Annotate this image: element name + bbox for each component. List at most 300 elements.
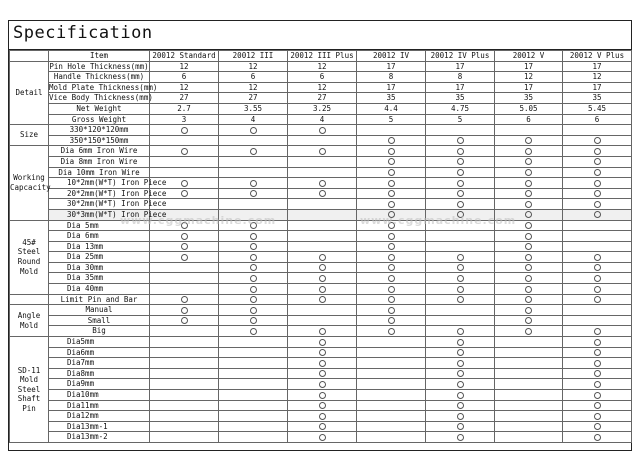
- value-cell: [219, 390, 288, 401]
- circle-mark-icon: [181, 307, 188, 314]
- value-cell: 27: [288, 93, 357, 104]
- circle-mark-icon: [525, 201, 532, 208]
- circle-mark-icon: [525, 233, 532, 240]
- availability-cell: [357, 231, 426, 242]
- circle-mark-icon: [457, 423, 464, 430]
- circle-mark-icon: [319, 275, 326, 282]
- table-row: [10, 178, 632, 189]
- availability-cell: [495, 156, 563, 167]
- circle-mark-icon: [319, 381, 326, 388]
- circle-mark-icon: [457, 392, 464, 399]
- value-cell: [150, 156, 219, 167]
- circle-mark-icon: [319, 148, 326, 155]
- availability-cell: [357, 326, 426, 337]
- availability-cell: [563, 178, 632, 189]
- value-cell: [150, 326, 219, 337]
- value-cell: 12: [288, 61, 357, 72]
- spec-table: [9, 50, 632, 443]
- availability-cell: [426, 421, 495, 432]
- category-label: 45# Steel Round Mold: [10, 220, 49, 294]
- value-cell: [495, 379, 563, 390]
- table-row: [10, 390, 632, 401]
- value-cell: [150, 347, 219, 358]
- circle-mark-icon: [525, 286, 532, 293]
- availability-cell: [495, 294, 563, 305]
- availability-cell: [563, 337, 632, 348]
- category-label: SD-11 Mold Steel Shaft Pin: [10, 337, 49, 443]
- circle-mark-icon: [388, 328, 395, 335]
- availability-cell: [426, 146, 495, 157]
- availability-cell: [357, 252, 426, 263]
- item-label: Dia13mm-1: [49, 421, 150, 432]
- circle-mark-icon: [319, 349, 326, 356]
- table-row: [10, 337, 632, 348]
- value-cell: 27: [219, 93, 288, 104]
- table-row: [10, 146, 632, 157]
- circle-mark-icon: [457, 360, 464, 367]
- value-cell: 3.55: [219, 103, 288, 114]
- availability-cell: [219, 273, 288, 284]
- value-cell: [150, 421, 219, 432]
- item-label: Dia 5mm: [49, 220, 150, 231]
- availability-cell: [219, 231, 288, 242]
- value-cell: [219, 400, 288, 411]
- circle-mark-icon: [250, 275, 257, 282]
- availability-cell: [288, 368, 357, 379]
- value-cell: [495, 358, 563, 369]
- value-cell: [495, 390, 563, 401]
- circle-mark-icon: [250, 264, 257, 271]
- value-cell: [288, 315, 357, 326]
- column-header-item: Item: [49, 51, 150, 62]
- value-cell: 27: [150, 93, 219, 104]
- item-label: Dia 6mm: [49, 231, 150, 242]
- value-cell: [288, 220, 357, 231]
- table-row: [10, 315, 632, 326]
- availability-cell: [426, 262, 495, 273]
- availability-cell: [563, 421, 632, 432]
- availability-cell: [426, 294, 495, 305]
- availability-cell: [495, 252, 563, 263]
- table-row: [10, 273, 632, 284]
- availability-cell: [495, 135, 563, 146]
- availability-cell: [357, 315, 426, 326]
- availability-cell: [219, 284, 288, 295]
- circle-mark-icon: [457, 328, 464, 335]
- availability-cell: [563, 209, 632, 220]
- value-cell: [288, 135, 357, 146]
- circle-mark-icon: [594, 169, 601, 176]
- value-cell: [495, 368, 563, 379]
- availability-cell: [357, 167, 426, 178]
- item-label: 20*2mm(W*T) Iron Piece: [49, 188, 150, 199]
- value-cell: [150, 368, 219, 379]
- item-label: Dia 30mm: [49, 262, 150, 273]
- circle-mark-icon: [457, 413, 464, 420]
- availability-cell: [288, 432, 357, 443]
- availability-cell: [426, 358, 495, 369]
- availability-cell: [426, 390, 495, 401]
- availability-cell: [288, 421, 357, 432]
- circle-mark-icon: [525, 275, 532, 282]
- circle-mark-icon: [525, 307, 532, 314]
- value-cell: [563, 315, 632, 326]
- circle-mark-icon: [525, 222, 532, 229]
- circle-mark-icon: [457, 381, 464, 388]
- value-cell: 12: [288, 82, 357, 93]
- value-cell: [288, 156, 357, 167]
- value-cell: [219, 421, 288, 432]
- availability-cell: [426, 273, 495, 284]
- item-label: Dia 10mm Iron Wire: [49, 167, 150, 178]
- value-cell: 17: [563, 61, 632, 72]
- circle-mark-icon: [594, 402, 601, 409]
- circle-mark-icon: [181, 148, 188, 155]
- circle-mark-icon: [594, 392, 601, 399]
- circle-mark-icon: [594, 413, 601, 420]
- item-label: Dia5mm: [49, 337, 150, 348]
- page-title: Specification: [13, 23, 153, 43]
- table-row: [10, 199, 632, 210]
- availability-cell: [563, 167, 632, 178]
- table-row: [10, 135, 632, 146]
- availability-cell: [495, 326, 563, 337]
- availability-cell: [357, 199, 426, 210]
- circle-mark-icon: [457, 370, 464, 377]
- value-cell: 3: [150, 114, 219, 125]
- item-label: Dia 40mm: [49, 284, 150, 295]
- circle-mark-icon: [594, 434, 601, 441]
- circle-mark-icon: [181, 233, 188, 240]
- item-label: Dia13mm-2: [49, 432, 150, 443]
- value-cell: 5: [426, 114, 495, 125]
- availability-cell: [357, 305, 426, 316]
- circle-mark-icon: [388, 148, 395, 155]
- circle-mark-icon: [181, 190, 188, 197]
- availability-cell: [150, 294, 219, 305]
- circle-mark-icon: [525, 243, 532, 250]
- column-header-model: 20012 IV: [357, 51, 426, 62]
- item-label: Dia 8mm Iron Wire: [49, 156, 150, 167]
- availability-cell: [357, 284, 426, 295]
- availability-cell: [426, 188, 495, 199]
- availability-cell: [357, 273, 426, 284]
- circle-mark-icon: [457, 296, 464, 303]
- value-cell: 12: [150, 61, 219, 72]
- spec-table-body: [10, 51, 632, 443]
- circle-mark-icon: [594, 137, 601, 144]
- value-cell: [357, 358, 426, 369]
- circle-mark-icon: [525, 137, 532, 144]
- item-label: Dia 13mm: [49, 241, 150, 252]
- availability-cell: [426, 347, 495, 358]
- availability-cell: [426, 199, 495, 210]
- value-cell: 5: [357, 114, 426, 125]
- circle-mark-icon: [594, 370, 601, 377]
- table-row: [10, 167, 632, 178]
- value-cell: [495, 400, 563, 411]
- circle-mark-icon: [319, 402, 326, 409]
- availability-cell: [150, 125, 219, 136]
- circle-mark-icon: [181, 180, 188, 187]
- spec-frame: [8, 20, 632, 451]
- value-cell: 12: [219, 82, 288, 93]
- item-label: Dia 25mm: [49, 252, 150, 263]
- circle-mark-icon: [319, 328, 326, 335]
- availability-cell: [563, 432, 632, 443]
- value-cell: 17: [357, 61, 426, 72]
- circle-mark-icon: [594, 190, 601, 197]
- circle-mark-icon: [388, 307, 395, 314]
- table-row: [10, 347, 632, 358]
- table-row: [10, 358, 632, 369]
- table-row: [10, 368, 632, 379]
- item-label: Dia 35mm: [49, 273, 150, 284]
- circle-mark-icon: [525, 264, 532, 271]
- value-cell: 12: [563, 72, 632, 83]
- value-cell: [426, 305, 495, 316]
- circle-mark-icon: [319, 190, 326, 197]
- circle-mark-icon: [388, 137, 395, 144]
- value-cell: [219, 358, 288, 369]
- circle-mark-icon: [319, 127, 326, 134]
- availability-cell: [495, 146, 563, 157]
- availability-cell: [219, 305, 288, 316]
- availability-cell: [288, 125, 357, 136]
- table-row: [10, 188, 632, 199]
- availability-cell: [563, 294, 632, 305]
- table-row: [10, 156, 632, 167]
- value-cell: [495, 432, 563, 443]
- value-cell: 4.4: [357, 103, 426, 114]
- circle-mark-icon: [250, 243, 257, 250]
- circle-mark-icon: [457, 158, 464, 165]
- circle-mark-icon: [388, 317, 395, 324]
- circle-mark-icon: [181, 127, 188, 134]
- value-cell: [288, 209, 357, 220]
- circle-mark-icon: [181, 317, 188, 324]
- availability-cell: [288, 178, 357, 189]
- table-row: [10, 125, 632, 136]
- availability-cell: [495, 305, 563, 316]
- table-row: [10, 114, 632, 125]
- value-cell: 6: [219, 72, 288, 83]
- table-row: [10, 421, 632, 432]
- availability-cell: [426, 135, 495, 146]
- value-cell: [219, 379, 288, 390]
- availability-cell: [288, 273, 357, 284]
- availability-cell: [357, 178, 426, 189]
- value-cell: 35: [426, 93, 495, 104]
- availability-cell: [219, 178, 288, 189]
- circle-mark-icon: [388, 180, 395, 187]
- value-cell: [288, 241, 357, 252]
- availability-cell: [426, 411, 495, 422]
- circle-mark-icon: [388, 254, 395, 261]
- value-cell: 8: [357, 72, 426, 83]
- circle-mark-icon: [457, 264, 464, 271]
- item-label: 30*3mm(W*T) Iron Piece: [49, 209, 150, 220]
- item-label: Handle Thickness(mm): [49, 72, 150, 83]
- availability-cell: [563, 390, 632, 401]
- circle-mark-icon: [594, 201, 601, 208]
- value-cell: [563, 125, 632, 136]
- availability-cell: [219, 146, 288, 157]
- circle-mark-icon: [594, 328, 601, 335]
- availability-cell: [563, 358, 632, 369]
- circle-mark-icon: [594, 286, 601, 293]
- circle-mark-icon: [525, 148, 532, 155]
- value-cell: 17: [495, 82, 563, 93]
- column-header-model: 20012 IV Plus: [426, 51, 495, 62]
- circle-mark-icon: [525, 296, 532, 303]
- circle-mark-icon: [594, 180, 601, 187]
- value-cell: [150, 358, 219, 369]
- table-row: [10, 262, 632, 273]
- value-cell: [426, 125, 495, 136]
- item-label: Limit Pin and Bar: [49, 294, 150, 305]
- value-cell: 17: [426, 61, 495, 72]
- value-cell: 2.7: [150, 103, 219, 114]
- availability-cell: [426, 326, 495, 337]
- value-cell: [495, 347, 563, 358]
- value-cell: 4.75: [426, 103, 495, 114]
- category-label: [10, 294, 49, 305]
- value-cell: [150, 379, 219, 390]
- availability-cell: [563, 252, 632, 263]
- availability-cell: [426, 400, 495, 411]
- table-row: [10, 82, 632, 93]
- availability-cell: [150, 305, 219, 316]
- availability-cell: [563, 284, 632, 295]
- availability-cell: [288, 400, 357, 411]
- table-row: [10, 400, 632, 411]
- value-cell: [563, 231, 632, 242]
- availability-cell: [563, 368, 632, 379]
- circle-mark-icon: [319, 286, 326, 293]
- table-row: [10, 252, 632, 263]
- item-label: Dia11mm: [49, 400, 150, 411]
- item-label: Vice Body Thickness(mm): [49, 93, 153, 103]
- availability-cell: [426, 167, 495, 178]
- availability-cell: [563, 135, 632, 146]
- circle-mark-icon: [319, 413, 326, 420]
- circle-mark-icon: [457, 148, 464, 155]
- availability-cell: [495, 167, 563, 178]
- circle-mark-icon: [250, 180, 257, 187]
- value-cell: [150, 273, 219, 284]
- value-cell: [219, 411, 288, 422]
- watermark-right: www.cggmachine.com: [360, 214, 517, 227]
- table-row: [10, 72, 632, 83]
- availability-cell: [563, 262, 632, 273]
- value-cell: [219, 135, 288, 146]
- table-row: [10, 209, 632, 220]
- circle-mark-icon: [388, 275, 395, 282]
- value-cell: [426, 231, 495, 242]
- availability-cell: [219, 294, 288, 305]
- value-cell: 35: [495, 93, 563, 104]
- value-cell: [219, 167, 288, 178]
- value-cell: 35: [563, 93, 632, 104]
- value-cell: [150, 284, 219, 295]
- circle-mark-icon: [319, 254, 326, 261]
- availability-cell: [288, 284, 357, 295]
- availability-cell: [563, 156, 632, 167]
- circle-mark-icon: [181, 243, 188, 250]
- value-cell: [357, 125, 426, 136]
- item-label: Dia9mm: [49, 379, 150, 390]
- value-cell: [357, 347, 426, 358]
- value-cell: [357, 390, 426, 401]
- circle-mark-icon: [388, 296, 395, 303]
- availability-cell: [150, 146, 219, 157]
- value-cell: [150, 262, 219, 273]
- item-label: Dia 6mm Iron Wire: [49, 146, 150, 157]
- circle-mark-icon: [319, 434, 326, 441]
- table-row: [10, 379, 632, 390]
- item-label: Dia6mm: [49, 347, 150, 358]
- availability-cell: [150, 241, 219, 252]
- circle-mark-icon: [594, 211, 601, 218]
- availability-cell: [357, 262, 426, 273]
- circle-mark-icon: [319, 370, 326, 377]
- circle-mark-icon: [525, 180, 532, 187]
- circle-mark-icon: [250, 307, 257, 314]
- value-cell: 12: [150, 82, 219, 93]
- availability-cell: [288, 146, 357, 157]
- value-cell: [495, 337, 563, 348]
- watermark-left: www.cggmachine.com: [120, 214, 277, 227]
- availability-cell: [150, 315, 219, 326]
- value-cell: [426, 241, 495, 252]
- circle-mark-icon: [250, 254, 257, 261]
- circle-mark-icon: [457, 254, 464, 261]
- value-cell: 5.45: [563, 103, 632, 114]
- availability-cell: [426, 432, 495, 443]
- circle-mark-icon: [457, 137, 464, 144]
- availability-cell: [288, 390, 357, 401]
- value-cell: [495, 125, 563, 136]
- value-cell: [150, 432, 219, 443]
- table-row: [10, 93, 632, 104]
- value-cell: [288, 305, 357, 316]
- value-cell: 4: [219, 114, 288, 125]
- circle-mark-icon: [594, 158, 601, 165]
- item-label: Pin Hole Thickness(mm): [49, 61, 149, 71]
- table-row: [10, 432, 632, 443]
- availability-cell: [563, 146, 632, 157]
- circle-mark-icon: [525, 169, 532, 176]
- item-label: Big: [49, 326, 150, 337]
- circle-mark-icon: [319, 180, 326, 187]
- availability-cell: [563, 379, 632, 390]
- availability-cell: [219, 188, 288, 199]
- availability-cell: [426, 156, 495, 167]
- circle-mark-icon: [457, 286, 464, 293]
- value-cell: 5.05: [495, 103, 563, 114]
- availability-cell: [219, 125, 288, 136]
- item-label: Dia12mm: [49, 411, 150, 422]
- availability-cell: [150, 252, 219, 263]
- value-cell: 12: [495, 72, 563, 83]
- availability-cell: [357, 135, 426, 146]
- circle-mark-icon: [250, 328, 257, 335]
- item-label: Net Weight: [49, 103, 150, 114]
- circle-mark-icon: [250, 190, 257, 197]
- availability-cell: [219, 252, 288, 263]
- availability-cell: [495, 315, 563, 326]
